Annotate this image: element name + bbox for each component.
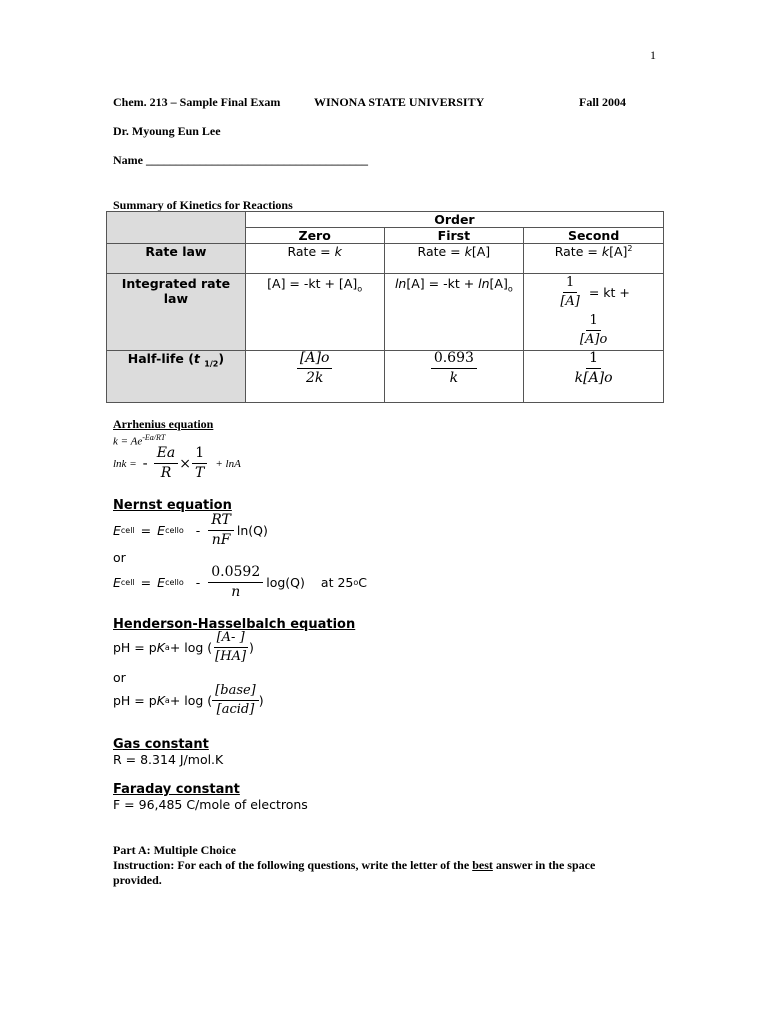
rate-law-second: Rate = $k[A]^2$ <box>524 244 664 274</box>
course-title: Chem. 213 – Sample Final Exam <box>113 95 281 109</box>
integrated-label: Integrated rate law <box>107 274 246 351</box>
kinetics-caption: Summary of Kinetics for Reactions <box>113 198 293 212</box>
integrated-first: $\ln[A] = -kt + \ln[A]_o$ <box>384 274 524 351</box>
part-a-instruction-2: provided. <box>113 873 162 887</box>
nernst-title: Nernst equation <box>113 498 232 513</box>
integrated-zero: $[A] = -kt + [A]_o$ <box>245 274 384 351</box>
arrhenius-ln-eq: lnk = - $\frac{Ea}{R}$ × $\frac{1}{T}$ + lnA <box>113 445 241 482</box>
rate-law-label: Rate law <box>107 244 246 274</box>
faraday-value: F = 96,485 C/mole of electrons <box>113 797 308 812</box>
second-header: Second <box>524 228 664 244</box>
term: Fall 2004 <box>579 95 626 109</box>
university-name: WINONA STATE UNIVERSITY <box>314 95 485 109</box>
hh-eq-2: pH = p K a + log ( $\frac{\text{[base]}}{\text{[acid]}}$ ) <box>113 683 264 718</box>
halflife-label: Half-life (t $_{1/2}$) <box>107 351 246 403</box>
nernst-eq-2: E cell = E cell o - $\frac{0.0592}{n}$ log(Q) at 25 o C <box>113 564 367 601</box>
gas-title: Gas constant <box>113 737 209 752</box>
halflife-first: $\frac{0.693}{k}$ <box>384 351 524 403</box>
arrhenius-title: Arrhenius equation <box>113 417 214 431</box>
hh-eq-1: pH = p K a + log ( $\frac{[A- ]}{[HA]}$ ) <box>113 630 254 665</box>
nernst-or: or <box>113 550 126 565</box>
halflife-zero: $\frac{[A]o}{2k}$ <box>245 351 384 403</box>
rate-law-first: Rate = k[A] <box>384 244 524 274</box>
kinetics-table <box>106 211 664 403</box>
part-a-instruction: Instruction: For each of the following questions, write the letter of the best answer in the space <box>113 858 596 872</box>
gas-value: R = 8.314 J/mol.K <box>113 752 224 767</box>
name-field[interactable]: Name _____________________________________ <box>113 153 368 167</box>
first-header: First <box>384 228 524 244</box>
instructor: Dr. Myoung Eun Lee <box>113 124 221 138</box>
halflife-second: $\frac{1}{k[A]o}$ <box>524 351 664 403</box>
hh-or: or <box>113 670 126 685</box>
nernst-eq-1: E cell = E cell o - $\frac{RT}{nF}$ ln(Q) <box>113 512 268 549</box>
integrated-second: $\frac{1}{[A]}$ = kt + $\frac{1}{[A]o}$ <box>524 274 664 351</box>
hh-title: Henderson-Hasselbalch equation <box>113 617 356 632</box>
zero-header: Zero <box>245 228 384 244</box>
arrhenius-eq: $k = Ae^{-Ea/RT}$ <box>113 433 166 448</box>
order-header: Order <box>245 212 663 228</box>
faraday-title: Faraday constant <box>113 782 240 797</box>
part-a-title: Part A: Multiple Choice <box>113 843 236 857</box>
page-number: 1 <box>650 48 656 62</box>
table-corner <box>107 212 246 244</box>
rate-law-zero: Rate = k <box>245 244 384 274</box>
